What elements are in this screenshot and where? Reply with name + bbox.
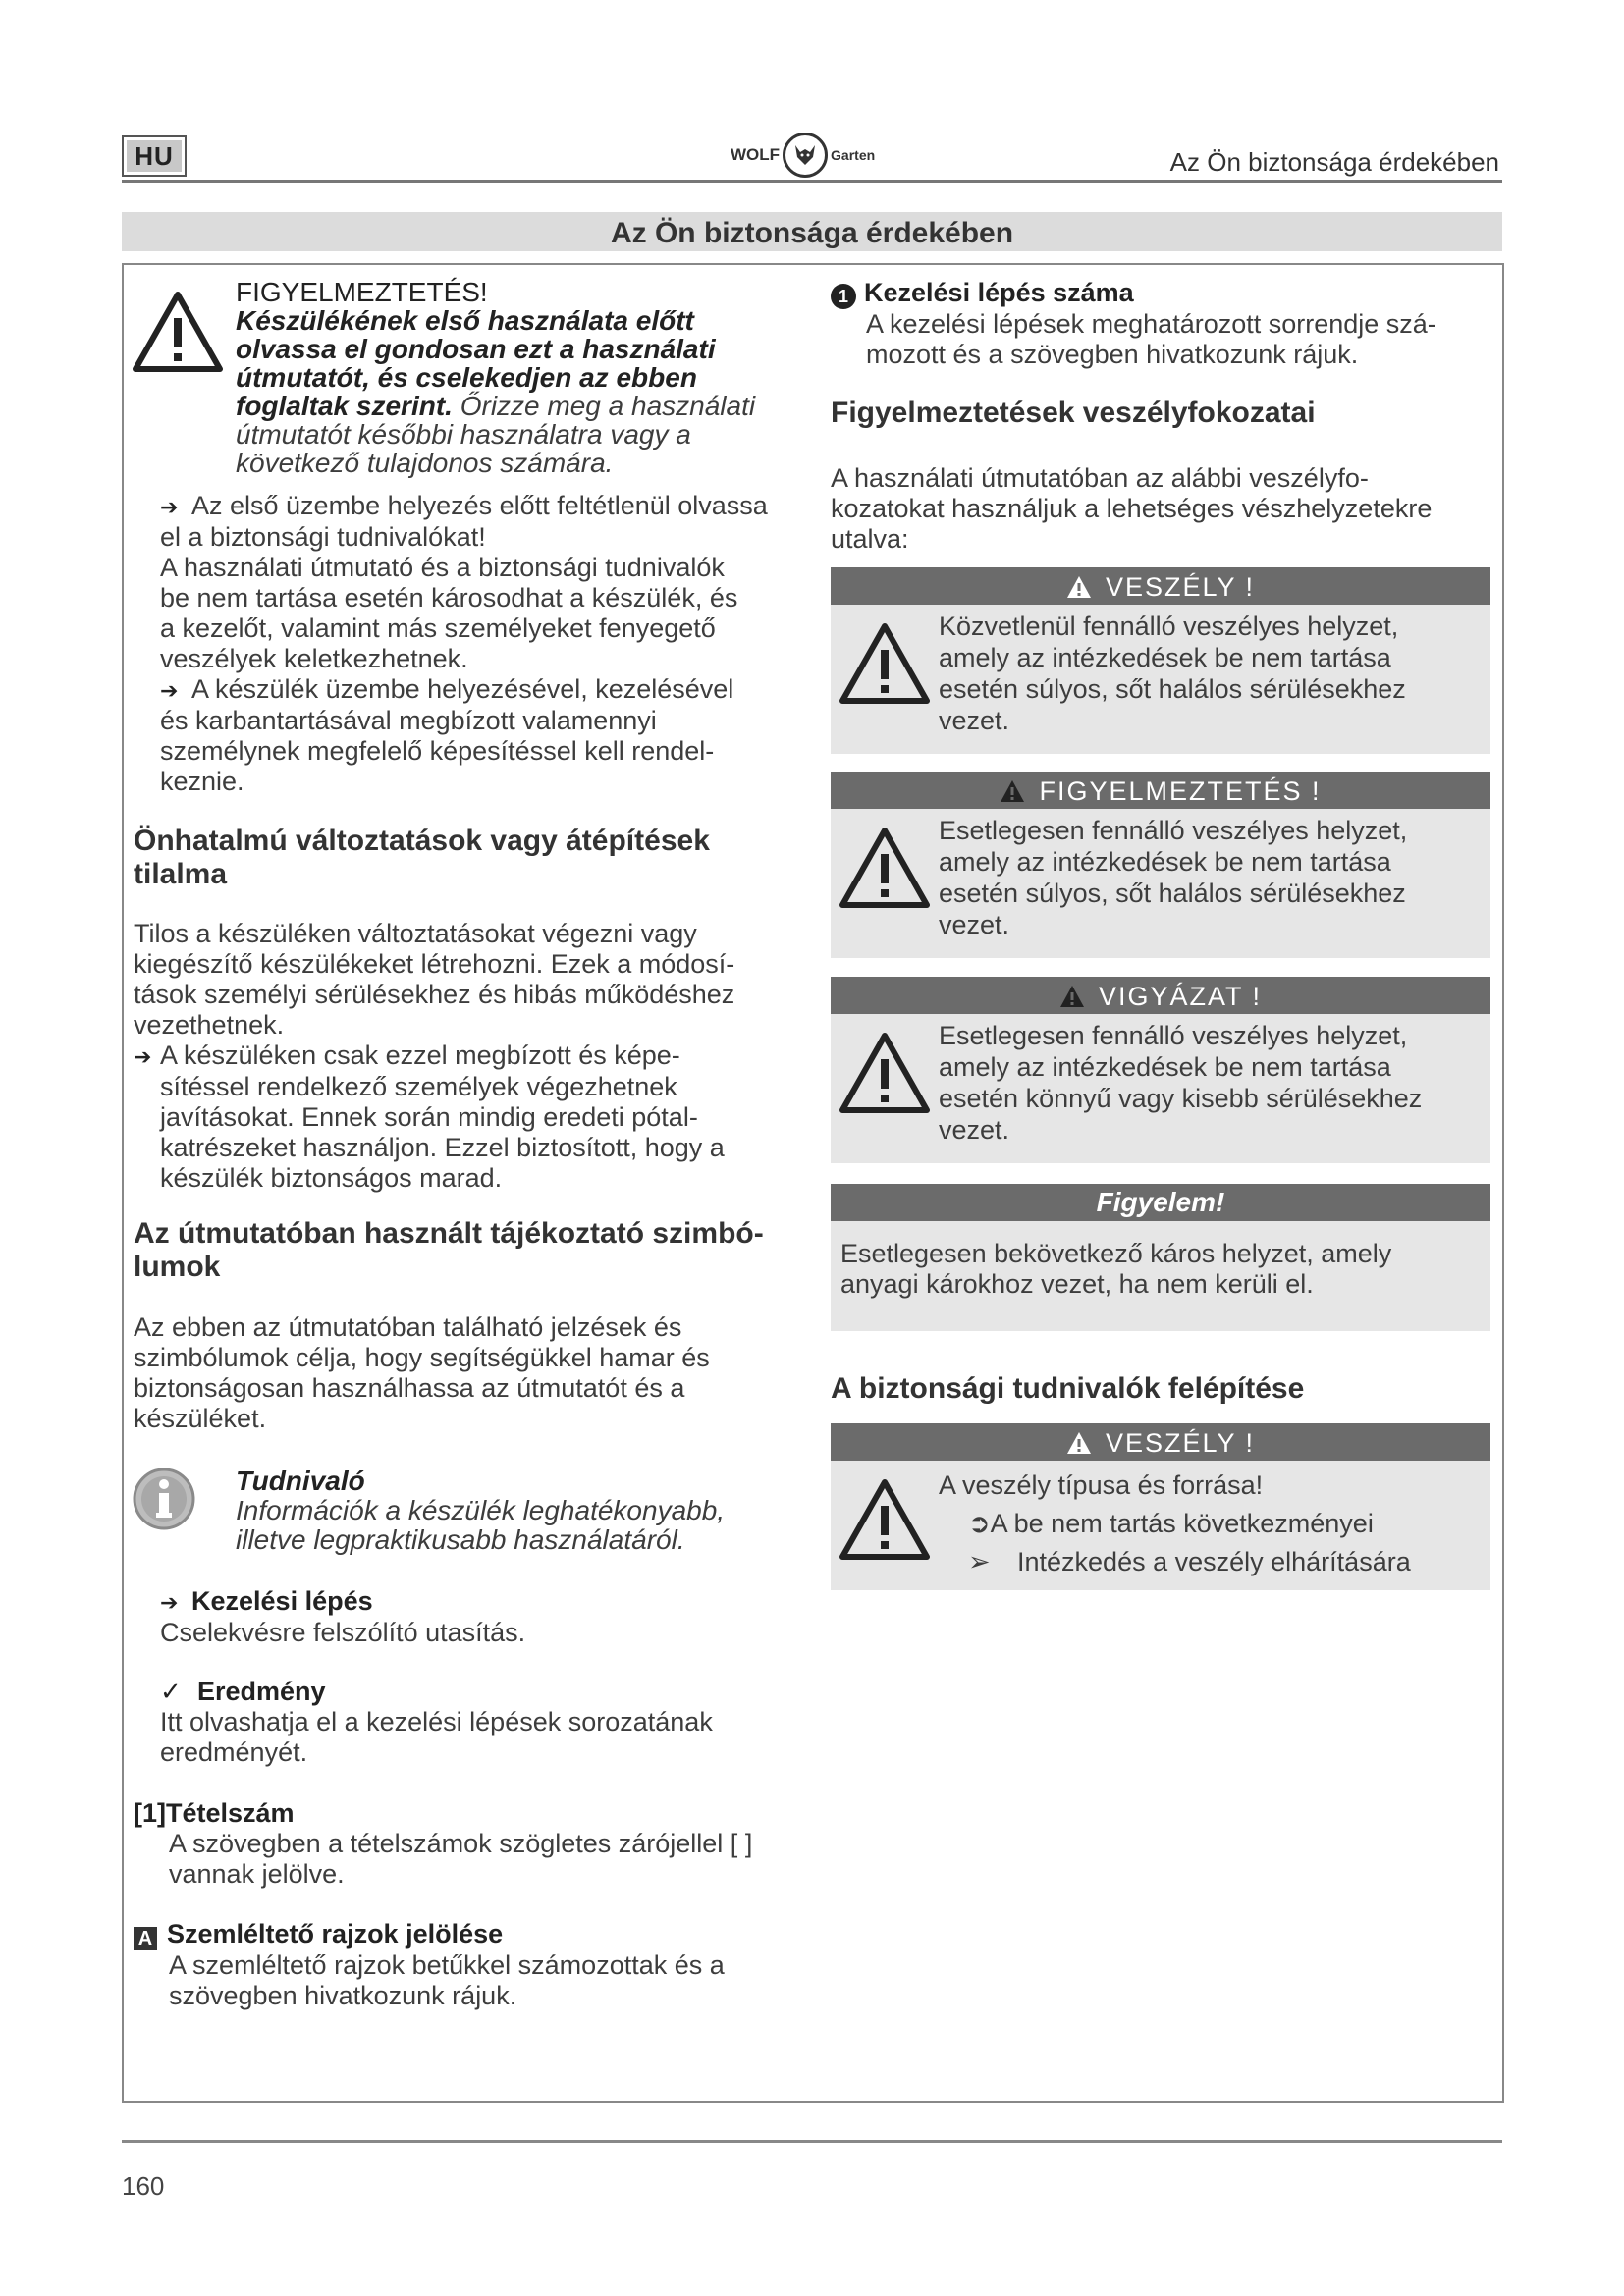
- text-line: vezethetnek.: [134, 1010, 285, 1040]
- logo-text-right: Garten: [831, 147, 876, 163]
- text-line: esetén könnyű vagy kisebb sérülésekhez: [939, 1084, 1423, 1113]
- text-line: Esetlegesen bekövetkező káros helyzet, amely: [840, 1239, 1392, 1268]
- text-line: A készüléken csak ezzel megbízott és képe-: [160, 1041, 680, 1070]
- hazard-description: [939, 1467, 1484, 1581]
- warning-line: útmutatót későbbi használatra vagy a: [236, 419, 691, 450]
- text-line: amely az intézkedések be nem tartása: [939, 847, 1391, 877]
- footer-divider: [122, 2140, 1502, 2143]
- warning-intro: [236, 278, 785, 477]
- page-number: 160: [122, 2171, 165, 2201]
- hazard-description: [939, 815, 1484, 940]
- page-title: Az Ön biztonsága érdekében: [122, 212, 1502, 251]
- item-title: [1]Tételszám: [134, 1798, 295, 1828]
- arrow-icon: ➔: [160, 1590, 179, 1615]
- step-title: Kezelési lépés: [191, 1586, 373, 1616]
- text-line: kozatokat használjuk a lehetséges vészhelyzetekre: [831, 494, 1433, 523]
- text-line: vezet.: [939, 1115, 1010, 1145]
- step-number-legend: [831, 278, 1498, 370]
- symbols-paragraph: [134, 1312, 821, 1434]
- text-line: el a biztonsági tudnivalókat!: [160, 522, 486, 552]
- info-note: [236, 1467, 725, 1555]
- check-icon: ✓: [160, 1677, 182, 1706]
- text-line: Intézkedés a veszély elhárítására: [1017, 1547, 1411, 1576]
- text-line: keznie.: [160, 767, 244, 796]
- warning-triangle-icon: [1066, 575, 1092, 599]
- text-line: Az első üzembe helyezés előtt feltétlenül olvassa: [191, 491, 768, 520]
- measure-arrow-icon: ➢: [968, 1547, 991, 1576]
- hazard-description: [939, 1020, 1484, 1146]
- levels-paragraph: [831, 463, 1498, 555]
- warning-triangle-icon: [839, 622, 931, 705]
- figure-title: Szemléltető rajzok jelölése: [167, 1919, 504, 1949]
- text-line: illetve legpraktikusabb használatáról.: [236, 1524, 685, 1555]
- hazard-box-notice: [831, 1184, 1490, 1331]
- warning-triangle-icon: [1000, 779, 1025, 803]
- figure-letter-icon: A: [134, 1927, 157, 1950]
- warning-triangle-icon: [839, 1032, 931, 1114]
- text-line: A használati útmutató és a biztonsági tudnivalók: [160, 553, 725, 582]
- section-heading-symbols: [134, 1217, 821, 1284]
- warning-line: útmutatót, és cselekedjen az ebben: [236, 362, 697, 393]
- text-line: A kezelési lépések meghatározott sorrendje szá-: [866, 309, 1436, 339]
- step-legend: [160, 1586, 828, 1648]
- warning-triangle-icon: [1066, 1431, 1092, 1455]
- language-code: HU: [127, 140, 182, 172]
- hazard-header: [831, 977, 1490, 1014]
- text-line: és karbantartásával megbízott valamennyi: [160, 706, 657, 735]
- text-line: esetén súlyos, sőt halálos sérülésekhez: [939, 879, 1406, 908]
- text-line: be nem tartása esetén károsodhat a készülék, és: [160, 583, 738, 613]
- warning-triangle-icon: [839, 827, 931, 909]
- warning-heading: FIGYELMEZTETÉS!: [236, 277, 488, 307]
- changes-instruction: [134, 1041, 821, 1194]
- section-heading-changes: [134, 825, 821, 891]
- intro-paragraph: [160, 491, 828, 797]
- text-line: szövegben hivatkozunk rájuk.: [169, 1981, 517, 2010]
- item-number-legend: [134, 1798, 821, 1890]
- info-icon: [132, 1467, 196, 1531]
- language-badge: [122, 135, 187, 177]
- hazard-header: [831, 1423, 1490, 1461]
- notice-label: Figyelem!: [831, 1184, 1490, 1221]
- text-line: mozott és a szövegben hivatkozunk rájuk.: [866, 340, 1359, 369]
- text-line: sítéssel rendelkező személyek végezhetnek: [160, 1072, 677, 1101]
- result-title: Eredmény: [197, 1677, 326, 1706]
- hazard-header: [831, 772, 1490, 809]
- hazard-description: [939, 611, 1484, 736]
- arrow-icon: ➔: [160, 495, 179, 519]
- text-line: eredményét.: [160, 1737, 308, 1767]
- text-line: amely az intézkedések be nem tartása: [939, 643, 1391, 672]
- header-divider: [122, 180, 1502, 183]
- text-line: a kezelőt, valamint más személyeket fenyegető: [160, 614, 716, 643]
- notice-description: [831, 1221, 1490, 1300]
- section-heading-levels: Figyelmeztetések veszélyfokozatai: [831, 397, 1316, 429]
- hazard-label: VESZÉLY !: [1105, 1428, 1256, 1458]
- text-line: A használati útmutatóban az alábbi veszélyfo-: [831, 463, 1369, 493]
- text-line: Itt olvashatja el a kezelési lépések sorozatának: [160, 1707, 713, 1736]
- result-legend: [160, 1677, 828, 1768]
- hazard-label: VIGYÁZAT !: [1098, 982, 1263, 1011]
- changes-paragraph: [134, 919, 821, 1041]
- warning-triangle-icon: [839, 1478, 931, 1561]
- hazard-box-danger: [831, 567, 1490, 754]
- brand-logo: [731, 132, 875, 179]
- warning-line-italic: Őrizze meg a használati: [452, 391, 756, 421]
- text-line: A veszély típusa és forrása!: [939, 1470, 1264, 1500]
- warning-line: olvassa el gondosan ezt a használati: [236, 334, 716, 364]
- text-line: Az ebben az útmutatóban található jelzések és: [134, 1312, 682, 1342]
- text-line: kiegészítő készülékeket létrehozni. Ezek a módosí-: [134, 949, 735, 979]
- text-line: tások személyi sérülésekhez és hibás működéshez: [134, 980, 735, 1009]
- text-line: veszélyek keletkezhetnek.: [160, 644, 468, 673]
- text-line: A szemléltető rajzok betűkkel számozottak és a: [169, 1950, 725, 1980]
- hazard-label: VESZÉLY !: [1105, 572, 1256, 602]
- text-line: vezet.: [939, 910, 1010, 939]
- heading-line: Önhatalmú változtatások vagy átépítések: [134, 825, 710, 857]
- logo-text-left: WOLF: [731, 145, 781, 164]
- section-heading-structure: A biztonsági tudnivalók felépítése: [831, 1372, 1305, 1405]
- text-line: esetén súlyos, sőt halálos sérülésekhez: [939, 674, 1406, 704]
- heading-line: Az útmutatóban használt tájékoztató szimbó-: [134, 1217, 764, 1250]
- hazard-box-caution: [831, 977, 1490, 1163]
- hazard-header: [831, 567, 1490, 605]
- text-line: Tilos a készüléken változtatásokat végezni vagy: [134, 919, 697, 948]
- hazard-box-warning: [831, 772, 1490, 958]
- text-line: utalva:: [831, 524, 909, 554]
- text-line: Esetlegesen fennálló veszélyes helyzet,: [939, 1021, 1408, 1050]
- text-line: Közvetlenül fennálló veszélyes helyzet,: [939, 612, 1399, 641]
- text-line: anyagi károkhoz vezet, ha nem kerüli el.: [840, 1269, 1314, 1299]
- figure-legend: [134, 1919, 821, 2011]
- consequence-arrow-icon: ➲: [968, 1509, 991, 1538]
- warning-line: Készülékének első használata előtt: [236, 305, 694, 336]
- header-section-title: Az Ön biztonsága érdekében: [1169, 147, 1499, 177]
- text-line: katrészeket használjon. Ezzel biztosított, hogy a: [160, 1133, 725, 1162]
- info-title: Tudnivaló: [236, 1466, 365, 1496]
- text-line: amely az intézkedések be nem tartása: [939, 1052, 1391, 1082]
- text-line: Információk a készülék leghatékonyabb,: [236, 1495, 726, 1525]
- warning-line: következő tulajdonos számára.: [236, 448, 614, 478]
- text-line: szimbólumok célja, hogy segítségükkel hamar és: [134, 1343, 710, 1372]
- warning-triangle-icon: [132, 291, 224, 373]
- text-line: készüléket.: [134, 1404, 267, 1433]
- text-line: vezet.: [939, 706, 1010, 735]
- step-number-icon: 1: [831, 284, 856, 309]
- arrow-icon: ➔: [160, 678, 179, 703]
- warning-line-bold: foglaltak szerint.: [236, 391, 453, 421]
- step-number-title: Kezelési lépés száma: [864, 278, 1134, 307]
- text-line: biztonságosan használhassa az útmutatót és a: [134, 1373, 685, 1403]
- arrow-icon: ➔: [134, 1044, 152, 1069]
- hazard-box-structure: [831, 1423, 1490, 1590]
- text-line: vannak jelölve.: [169, 1859, 345, 1889]
- text-line: készülék biztonságos marad.: [160, 1163, 503, 1193]
- warning-triangle-icon: [1059, 985, 1085, 1008]
- text-line: személynek megfelelő képesítéssel kell rendel-: [160, 736, 715, 766]
- wolf-head-icon: [783, 133, 828, 178]
- hazard-label: FIGYELMEZTETÉS !: [1039, 776, 1322, 806]
- text-line: Cselekvésre felszólító utasítás.: [160, 1618, 526, 1647]
- text-line: Esetlegesen fennálló veszélyes helyzet,: [939, 816, 1408, 845]
- heading-line: lumok: [134, 1251, 221, 1283]
- heading-line: tilalma: [134, 858, 228, 890]
- text-line: A szövegben a tételszámok szögletes zárójellel [ ]: [169, 1829, 753, 1858]
- text-line: javításokat. Ennek során mindig eredeti pótal-: [160, 1102, 698, 1132]
- text-line: A készülék üzembe helyezésével, kezelésével: [191, 674, 734, 704]
- text-line: A be nem tartás következményei: [990, 1509, 1374, 1538]
